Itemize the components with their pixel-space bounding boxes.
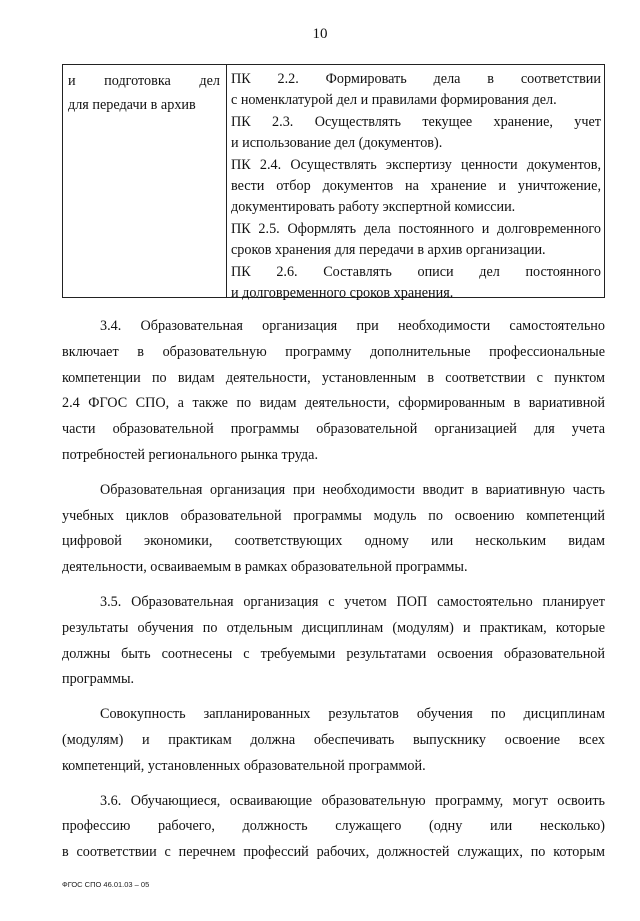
text-line: деятельности, осваиваемым в рамках образовательной программы. (62, 559, 468, 576)
competency-pk-2-3 (231, 112, 601, 155)
table-cell-activity (68, 69, 220, 117)
cell-line: ПК 2.2. Формировать дела в соответствии (231, 71, 601, 87)
body-text (62, 314, 605, 866)
text-line: компетенции по видам деятельности, установленным в соответствии с пунктом (62, 369, 605, 386)
cell-line: сроков хранения для передачи в архив организации. (231, 242, 546, 259)
competency-pk-2-6 (231, 262, 601, 305)
text-line: Совокупность запланированных результатов обучения по дисциплинам (100, 706, 605, 723)
paragraph-3-6 (62, 789, 605, 866)
competency-table (62, 64, 605, 302)
cell-line: ПК 2.3. Осуществлять текущее хранение, учет (231, 113, 601, 130)
cell-line: и подготовка дел (68, 73, 220, 89)
text-line: 3.6. Обучающиеся, осваивающие образовательную программу, могут освоить (100, 792, 605, 809)
text-line: Образовательная организация при необходимости вводит в вариативную часть (100, 481, 605, 498)
paragraph-3-5 (62, 590, 605, 693)
cell-line: вести отбор документов на хранение и уничтожение, (231, 178, 601, 195)
cell-line: с номенклатурой дел и правилами формирования дел. (231, 92, 557, 109)
text-line: должны быть соотнесены с требуемыми результатами освоения образовательной (62, 645, 605, 662)
paragraph-3-4 (62, 314, 605, 469)
text-line: 3.5. Образовательная организация с учетом ПОП самостоятельно планирует (100, 593, 605, 610)
cell-line: документировать работу экспертной комиссии. (231, 199, 516, 216)
text-line: цифровой экономики, соответствующих одному или нескольким видам (62, 533, 605, 550)
text-line: компетенций, установленных образовательной программой. (62, 757, 426, 774)
cell-line: ПК 2.6. Составлять описи дел постоянного (231, 263, 601, 280)
cell-line: и долговременного сроков хранения. (231, 285, 454, 302)
footer-document-code: ФГОС СПО 46.01.03 – 05 (62, 880, 150, 889)
text-line: профессию рабочего, должность служащего (одну или несколько) (62, 818, 605, 835)
cell-line: для передачи в архив (68, 97, 196, 113)
text-line: 2.4 ФГОС СПО, а также по видам деятельности, сформированным в вариативной (62, 395, 605, 412)
text-line: потребностей регионального рынка труда. (62, 446, 318, 463)
paragraph-digital-economy (62, 478, 605, 581)
text-line: результаты обучения по отдельным дисциплинам (модулям) и практикам, которые (62, 619, 605, 636)
text-line: в соответствии с перечнем профессий рабочих, должностей служащих, по которым (62, 844, 605, 861)
page-number: 10 (312, 26, 328, 42)
competency-pk-2-5 (231, 219, 601, 262)
competency-pk-2-2 (231, 69, 601, 112)
table-column-divider (226, 65, 227, 297)
text-line: включает в образовательную программу дополнительные профессиональные (62, 343, 605, 360)
competency-pk-2-4 (231, 155, 601, 219)
text-line: учебных циклов образовательной программы модуль по освоению компетенций (62, 507, 605, 524)
text-line: (модулям) и практикам должна обеспечивать выпускнику освоение всех (62, 731, 605, 748)
text-line: 3.4. Образовательная организация при необходимости самостоятельно (100, 318, 605, 334)
text-line: программы. (62, 671, 135, 688)
table-cell-competencies (231, 69, 601, 304)
cell-line: ПК 2.4. Осуществлять экспертизу ценности документов, (231, 156, 601, 173)
paragraph-learning-outcomes (62, 702, 605, 779)
text-line: части образовательной программы образовательной организацией для учета (62, 421, 605, 438)
cell-line: ПК 2.5. Оформлять дела постоянного и долговременного (231, 220, 601, 237)
cell-line: и использование дел (документов). (231, 135, 443, 152)
